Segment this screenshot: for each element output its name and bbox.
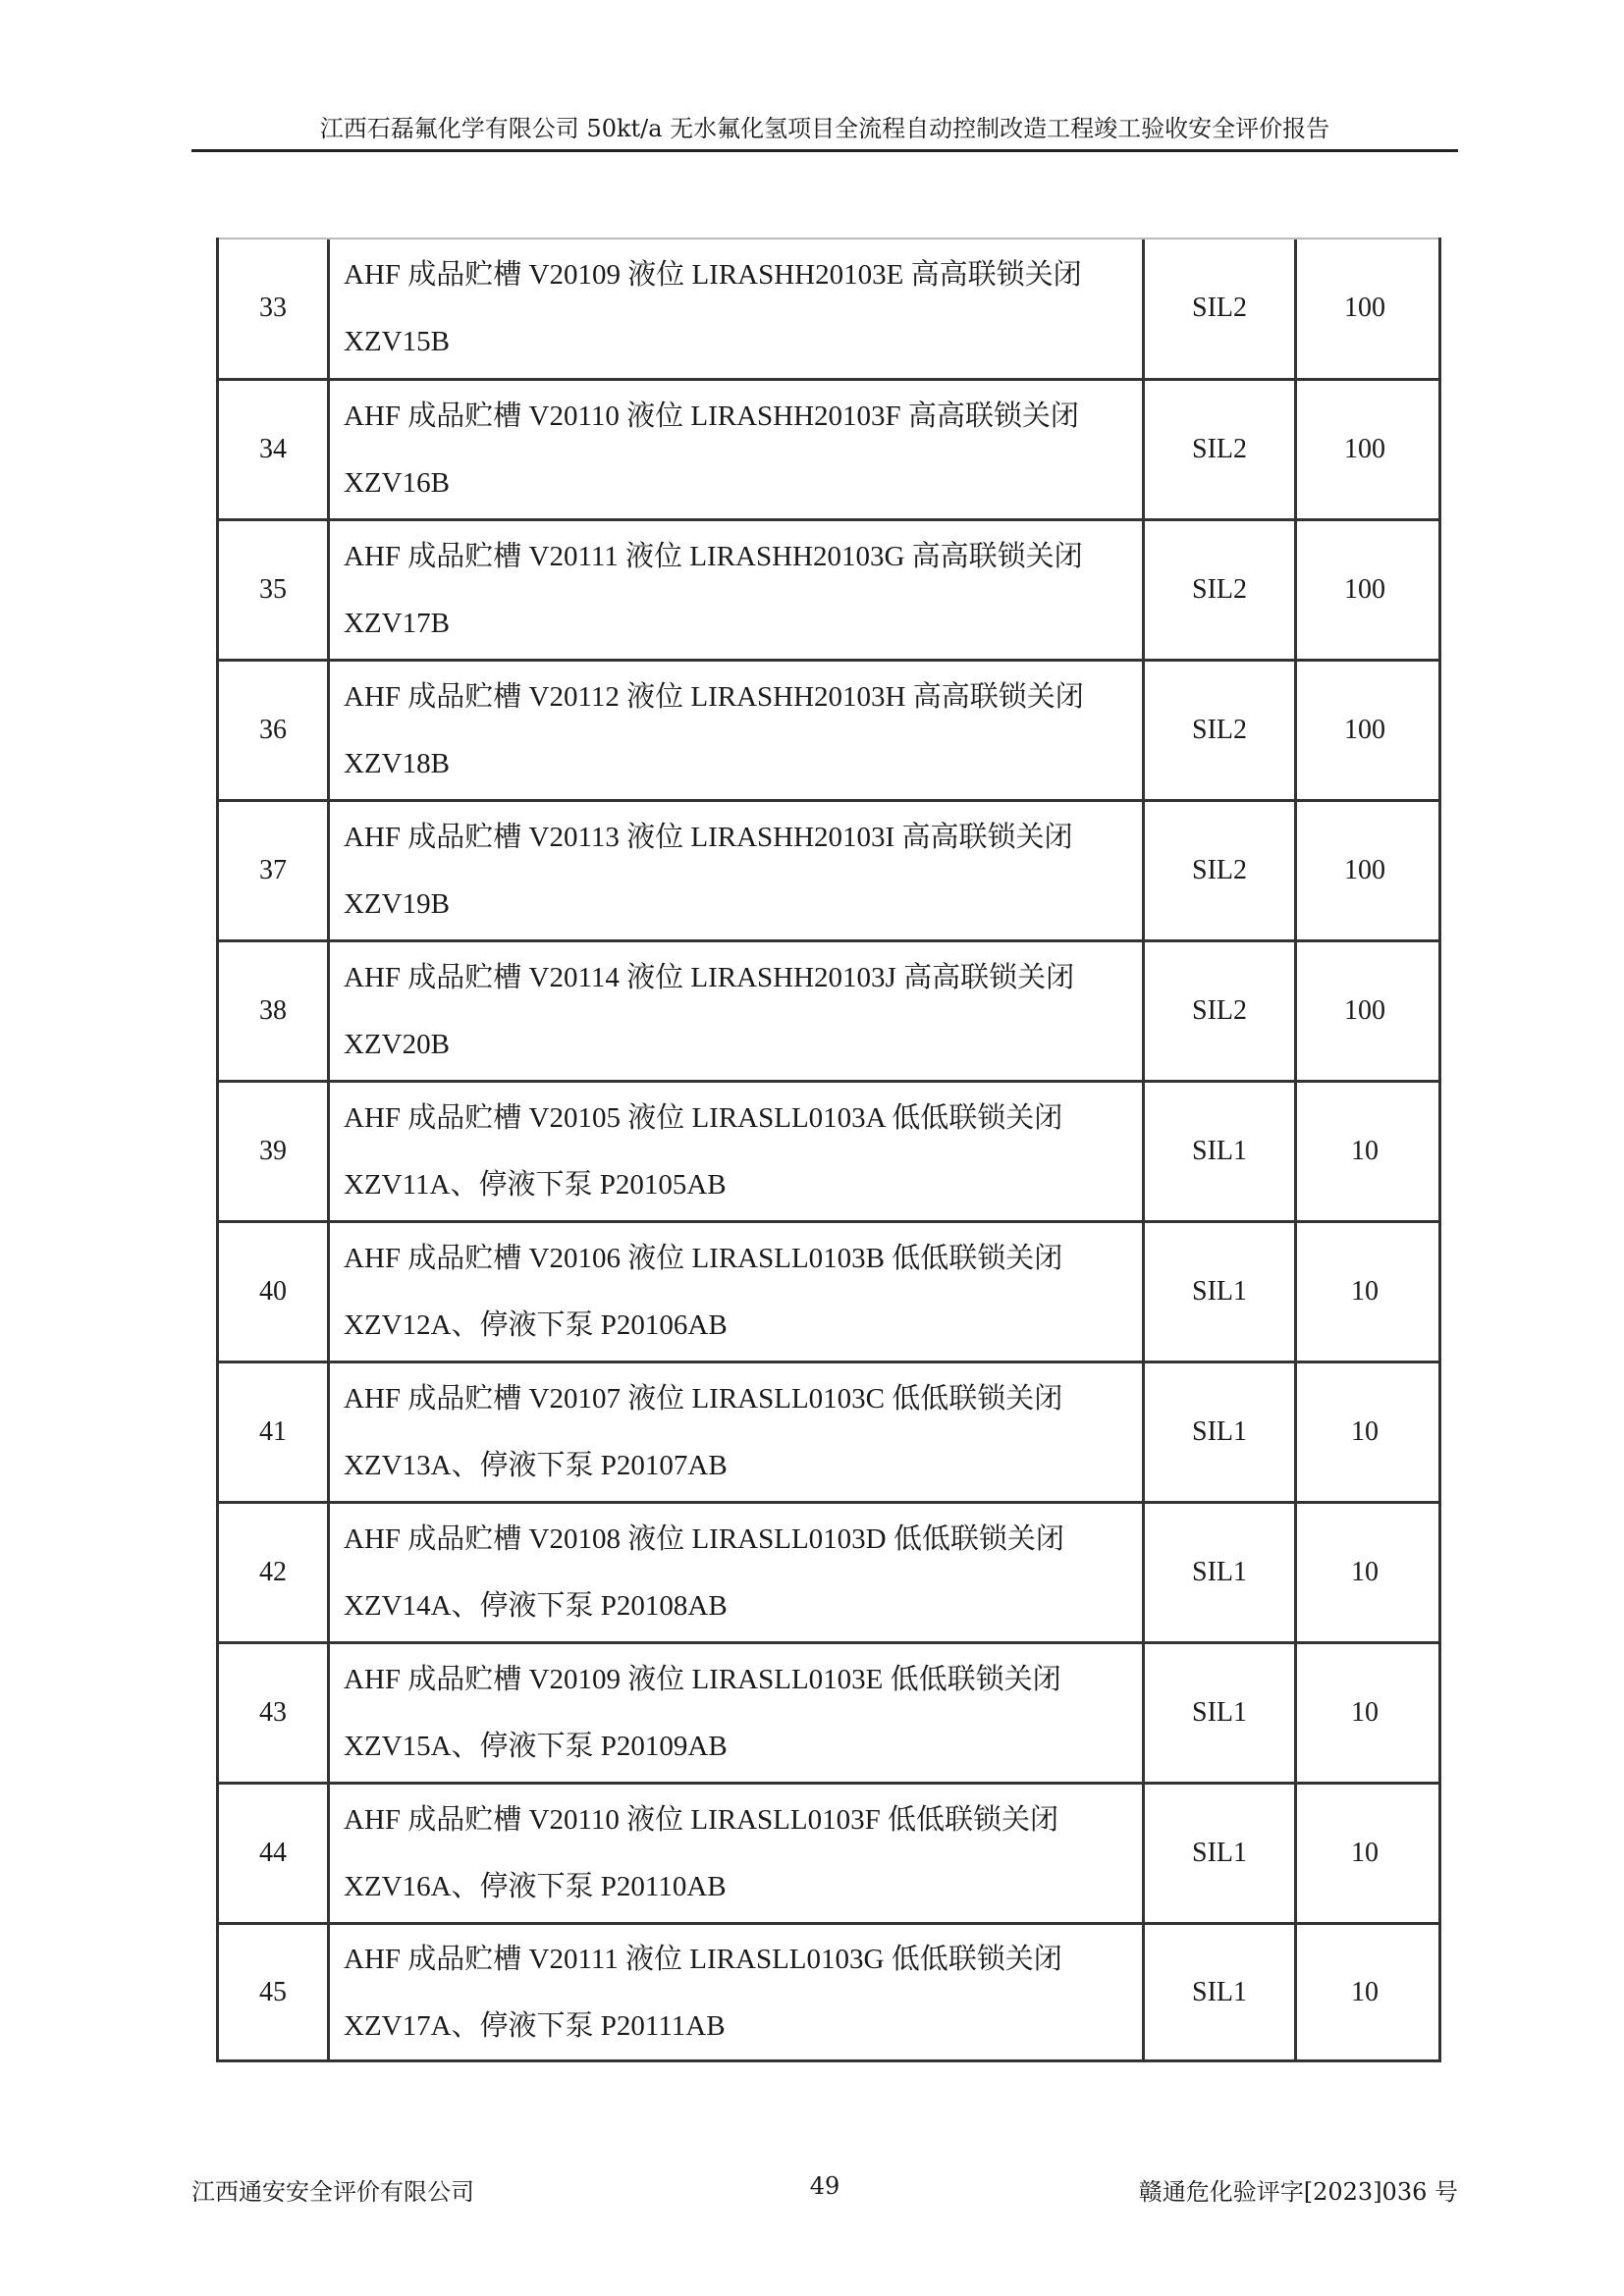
row-number: 44 xyxy=(219,1785,330,1922)
row-number: 37 xyxy=(219,802,330,939)
row-number: 36 xyxy=(219,662,330,799)
row-description: AHF 成品贮槽 V20110 液位 LIRASLL0103F 低低联锁关闭 XZV16A、停液下泵 P20110AB xyxy=(330,1785,1145,1922)
row-sil-level: SIL2 xyxy=(1145,381,1297,518)
row-sil-level: SIL2 xyxy=(1145,238,1297,378)
row-sil-level: SIL2 xyxy=(1145,662,1297,799)
table-row xyxy=(219,518,1438,659)
row-value: 10 xyxy=(1351,1276,1379,1307)
row-sil-level: SIL2 xyxy=(1145,521,1297,659)
row-description: AHF 成品贮槽 V20111 液位 LIRASLL0103G 低低联锁关闭 XZV17A、停液下泵 P20111AB xyxy=(330,1925,1145,2059)
row-value: 10 xyxy=(1351,1976,1379,2007)
row-description: AHF 成品贮槽 V20114 液位 LIRASHH20103J 高高联锁关闭 XZV20B xyxy=(330,942,1145,1080)
table-row xyxy=(219,659,1438,799)
table-row xyxy=(219,1361,1438,1501)
row-number: 42 xyxy=(219,1504,330,1641)
row-description: AHF 成品贮槽 V20112 液位 LIRASHH20103H 高高联锁关闭 XZV18B xyxy=(330,662,1145,799)
row-description: AHF 成品贮槽 V20105 液位 LIRASLL0103A 低低联锁关闭 XZV11A、停液下泵 P20105AB xyxy=(330,1083,1145,1220)
row-number: 38 xyxy=(219,942,330,1080)
row-sil-level: SIL1 xyxy=(1145,1223,1297,1361)
row-sil-level: SIL1 xyxy=(1145,1644,1297,1782)
row-description: AHF 成品贮槽 V20107 液位 LIRASLL0103C 低低联锁关闭 XZV13A、停液下泵 P20107AB xyxy=(330,1363,1145,1501)
row-sil-level: SIL2 xyxy=(1145,942,1297,1080)
row-number: 39 xyxy=(219,1083,330,1220)
row-sil-level: SIL1 xyxy=(1145,1363,1297,1501)
table-row xyxy=(219,1080,1438,1220)
row-description: AHF 成品贮槽 V20109 液位 LIRASHH20103E 高高联锁关闭 XZV15B xyxy=(330,238,1145,378)
row-value: 100 xyxy=(1344,292,1385,323)
row-description: AHF 成品贮槽 V20111 液位 LIRASHH20103G 高高联锁关闭 XZV17B xyxy=(330,521,1145,659)
row-description: AHF 成品贮槽 V20110 液位 LIRASHH20103F 高高联锁关闭 XZV16B xyxy=(330,381,1145,518)
row-value: 100 xyxy=(1344,434,1385,464)
table-row xyxy=(219,1641,1438,1782)
table-row xyxy=(219,1922,1438,2059)
row-description: AHF 成品贮槽 V20113 液位 LIRASHH20103I 高高联锁关闭 XZV19B xyxy=(330,802,1145,939)
row-number: 43 xyxy=(219,1644,330,1782)
page-header xyxy=(191,108,1458,152)
row-description: AHF 成品贮槽 V20106 液位 LIRASLL0103B 低低联锁关闭 XZV12A、停液下泵 P20106AB xyxy=(330,1223,1145,1361)
row-value: 10 xyxy=(1351,1697,1379,1728)
row-value: 10 xyxy=(1351,1838,1379,1868)
table-row xyxy=(219,799,1438,939)
footer-company: 江西通安安全评价有限公司 xyxy=(191,2178,474,2206)
interlock-table xyxy=(216,238,1441,2062)
row-description: AHF 成品贮槽 V20108 液位 LIRASLL0103D 低低联锁关闭 XZV14A、停液下泵 P20108AB xyxy=(330,1504,1145,1641)
row-value: 100 xyxy=(1344,995,1385,1026)
page-footer xyxy=(191,2172,1458,2212)
row-sil-level: SIL1 xyxy=(1145,1504,1297,1641)
row-value: 10 xyxy=(1351,1136,1379,1166)
row-value: 10 xyxy=(1351,1416,1379,1447)
row-number: 34 xyxy=(219,381,330,518)
row-number: 45 xyxy=(219,1925,330,2059)
page-number: 49 xyxy=(809,2172,840,2200)
table-row xyxy=(219,939,1438,1080)
row-value: 100 xyxy=(1344,715,1385,745)
table-row xyxy=(219,1220,1438,1361)
row-number: 33 xyxy=(219,238,330,378)
table-row xyxy=(219,238,1438,378)
row-number: 40 xyxy=(219,1223,330,1361)
row-number: 35 xyxy=(219,521,330,659)
row-sil-level: SIL1 xyxy=(1145,1785,1297,1922)
row-number: 41 xyxy=(219,1363,330,1501)
row-value: 100 xyxy=(1344,574,1385,605)
header-title: 江西石磊氟化学有限公司 50kt/a 无水氟化氢项目全流程自动控制改造工程竣工验收安全评价报告 xyxy=(319,115,1330,142)
row-value: 10 xyxy=(1351,1557,1379,1587)
row-description: AHF 成品贮槽 V20109 液位 LIRASLL0103E 低低联锁关闭 XZV15A、停液下泵 P20109AB xyxy=(330,1644,1145,1782)
table-row xyxy=(219,378,1438,518)
footer-doc-number: 赣通危化验评字[2023]036 号 xyxy=(1138,2178,1458,2206)
row-value: 100 xyxy=(1344,855,1385,885)
row-sil-level: SIL1 xyxy=(1145,1925,1297,2059)
row-sil-level: SIL1 xyxy=(1145,1083,1297,1220)
table-row xyxy=(219,1501,1438,1641)
row-sil-level: SIL2 xyxy=(1145,802,1297,939)
table-row xyxy=(219,1782,1438,1922)
